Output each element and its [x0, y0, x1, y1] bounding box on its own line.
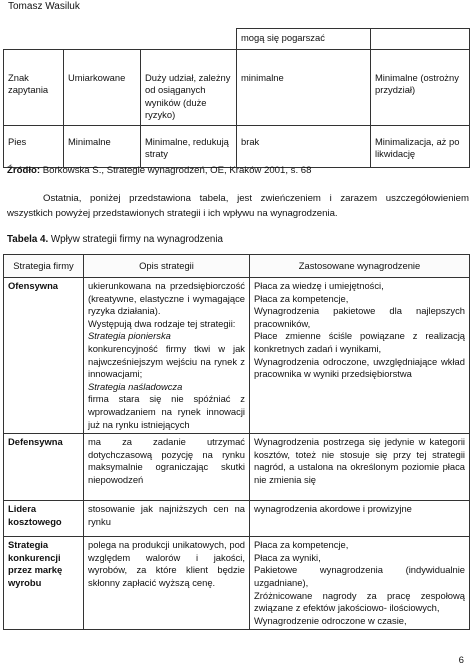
column-header: Zastosowane wynagrodzenie: [250, 255, 470, 278]
table-cell: mogą się pogarszać: [237, 29, 371, 50]
compensation-line: Wynagrodzenie odroczone w czasie,: [254, 614, 407, 626]
table-row: [4, 501, 470, 537]
table-row: [4, 278, 470, 434]
compensation-cell: [250, 537, 470, 630]
table-row: [4, 434, 470, 501]
table-cell: Minimalne, redukują straty: [141, 125, 237, 167]
description-line: polega na produkcji unikatowych, pod względem walorów i jakości, wyrobów, za które klient będzie skłonny zapłacić wyższą cenę.: [88, 539, 245, 588]
strategy-name: Defensywna: [4, 434, 84, 501]
table-cell: Duży udział, zależny od osiąganych wyników (duże ryzyko): [141, 50, 237, 126]
description-line: Strategia naśladowcza: [88, 380, 183, 392]
table-cell: minimalne: [237, 50, 371, 126]
description-line: firma stara się nie spóźniać z wprowadzaniem na rynek innowacji już na rynku istniejących: [88, 393, 245, 430]
compensation-line: Pakietowe wynagrodzenia (indywidualnie uzgadniane),: [254, 564, 465, 588]
table-caption: [7, 234, 223, 245]
compensation-line: Płaca za wyniki,: [254, 551, 321, 563]
compensation-line: Wynagrodzenia pakietowe dla najlepszych pracowników,: [254, 305, 465, 329]
strategy-name: Lidera kosztowego: [4, 501, 84, 537]
compensation-line: Płace zmienne ściśle powiązane z realizacją konkretnych zadań i wynikami,: [254, 330, 465, 354]
compensation-line: Wynagrodzenia odroczone, uwzględniające wkład pracownika w wyniki przedsiębiorstwa: [254, 355, 465, 380]
strategy-description: [84, 501, 250, 537]
table-cell: Minimalne (ostrożny przydział): [371, 50, 470, 126]
compensation-line: Zróżnicowane nagrody za pracę zespołową związane z efektów jakościowo- ilościowych,: [254, 589, 465, 614]
description-line: Występują dwa rodzaje tej strategii:: [88, 317, 236, 329]
table-row: [4, 29, 470, 50]
compensation-cell: [250, 434, 470, 501]
compensation-cell: [250, 501, 470, 537]
caption-text: Wpływ strategii firmy na wynagrodzenia: [48, 234, 223, 245]
running-header-author: Tomasz Wasiluk: [8, 1, 80, 12]
table-cell: Minimalne: [64, 125, 141, 167]
compensation-line: wynagrodzenia akordowe i prowizyjne: [254, 503, 412, 515]
strategy-description: [84, 434, 250, 501]
description-line: ma za zadanie utrzymać dotychczasową pozycję na rynku maksymalnie ograniczając skutki niepowodzeń: [88, 436, 245, 485]
caption-label: Tabela 4.: [7, 234, 49, 245]
table-row: [4, 537, 470, 630]
column-header: Opis strategii: [84, 255, 250, 278]
table-continuation: [3, 28, 470, 168]
source-label: Źródło:: [7, 165, 41, 176]
strategy-name: Ofensywna: [4, 278, 84, 434]
compensation-line: Płaca za wiedzę i umiejętności,: [254, 280, 384, 291]
description-line: ukierunkowana na przedsiębiorczość (kreatywne, elastyczne i wymagające ryzyka działania).: [88, 280, 245, 317]
compensation-cell: [250, 278, 470, 434]
compensation-line: Wynagrodzenia postrzega się jedynie w kategorii kosztów, toteż nie stosuje się przy tej strategii nagród, a ustalona na określonym poziomie płaca nie zmienia się: [254, 436, 465, 485]
strategy-description: [84, 537, 250, 630]
table-cell: Minimalizacja, aż po likwidację: [371, 125, 470, 167]
strategy-name: Strategia konkurencji przez markę wyrobu: [4, 537, 84, 630]
description-line: stosowanie jak najniższych cen na rynku: [88, 503, 245, 527]
compensation-line: Płaca za kompetencje,: [254, 539, 349, 551]
source-note: [7, 165, 311, 176]
table-cell: Pies: [4, 125, 64, 167]
body-paragraph: Ostatnia, poniżej przedstawiona tabela, jest zwieńczeniem i zarazem uszczegółowieniem wszystkich powyżej przedstawionych strategii i ich wpływu na wynagrodzenia.: [7, 193, 469, 220]
description-line: konkurencyjność firmy tkwi w jak najwcześniejszym wejściu na rynek z innowacjami;: [88, 342, 245, 380]
strategy-description: [84, 278, 250, 434]
table-header-row: [4, 255, 470, 278]
table-cell: Znak zapytania: [4, 50, 64, 126]
table-row: [4, 125, 470, 167]
page-number: 6: [458, 655, 464, 666]
table-row: [4, 50, 470, 126]
source-text: Borkowska S., Strategie wynagrodzeń, OE, Kraków 2001, s. 68: [40, 165, 312, 176]
description-line: Strategia pionierska: [88, 330, 171, 342]
column-header: Strategia firmy: [4, 255, 84, 278]
strategy-table: [3, 254, 470, 630]
compensation-line: Płaca za kompetencje,: [254, 292, 349, 304]
table-cell: brak: [237, 125, 371, 167]
table-cell: Umiarkowane: [64, 50, 141, 126]
